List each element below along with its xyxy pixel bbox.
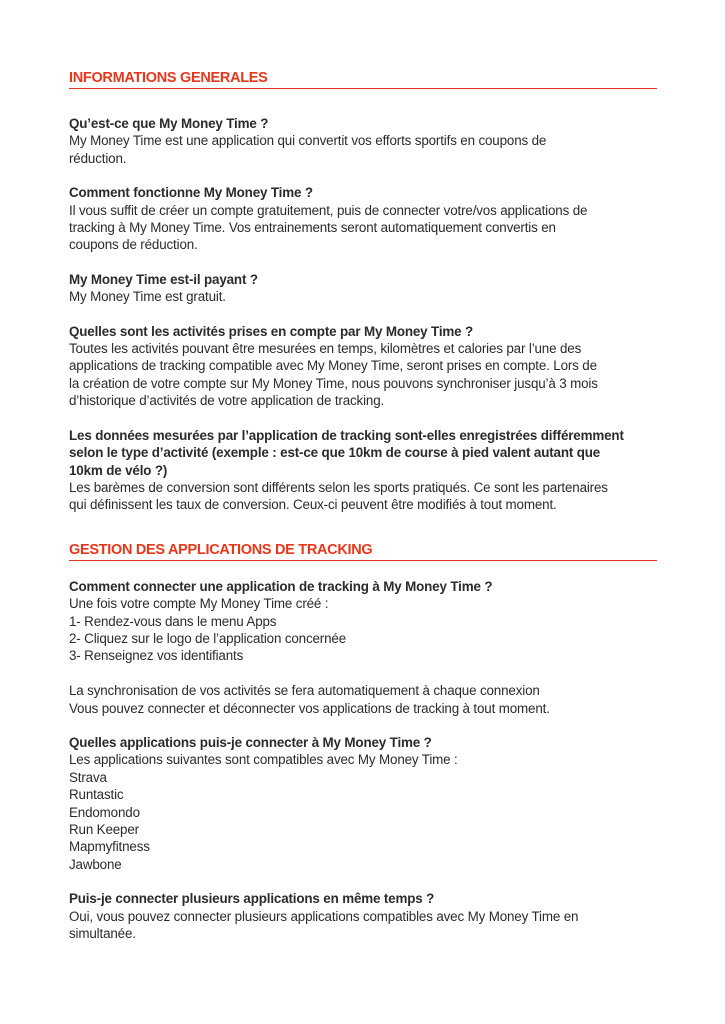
faq-answer: Les applications suivantes sont compatibles avec My Money Time : Strava Runtastic Endomondo Run Keeper Mapmyfitness Jawbone [69,752,458,872]
faq-answer: My Money Time est gratuit. [69,289,226,305]
section-title: GESTION DES APPLICATIONS DE TRACKING [69,541,657,561]
faq-answer: Toutes les activités pouvant être mesurées en temps, kilomètres et calories par l’une des applications de tracking compatible avec My Money Time, seront prises en compte. Lors de la création de votre compte sur My Money Time, nous pouvons synchroniser jusqu’à 3 mois d’historique d’activités de votre application de tracking. [69,341,598,409]
faq-answer: My Money Time est une application qui convertit vos efforts sportifs en coupons de réduction. [69,133,547,166]
faq-question: Les données mesurées par l’application de tracking sont-elles enregistrées différemment selon le type d’activité (exemple : est-ce que 10km de course à pied valent autant que 10km de vélo ?) [69,427,624,478]
faq-question: Quelles sont les activités prises en compte par My Money Time ? [69,323,474,339]
faq-answer-extra: La synchronisation de vos activités se fera automatiquement à chaque connexion Vous pouvez connecter et déconnecter vos applications de tracking à tout moment. [69,683,550,716]
faq-item [69,734,657,873]
faq-question: Quelles applications puis-je connecter à My Money Time ? [69,734,432,750]
faq-question: My Money Time est-il payant ? [69,271,258,287]
faq-question: Comment fonctionne My Money Time ? [69,185,313,201]
faq-item [69,427,657,514]
faq-item [69,271,657,306]
faq-answer: Une fois votre compte My Money Time créé : 1- Rendez-vous dans le menu Apps 2- Cliquez sur le logo de l’application concernée 3- Renseignez vos identifiants [69,596,346,664]
faq-answer: Oui, vous pouvez connecter plusieurs applications compatibles avec My Money Time en simultanée. [69,908,579,942]
faq-item [69,115,657,167]
faq-answer: Il vous suffit de créer un compte gratuitement, puis de connecter votre/vos applications de tracking à My Money Time. Vos entrainements seront automatiquement convertis en coupons de réduction. [69,202,588,253]
section-tracking-apps [69,541,657,943]
section-general-info [69,69,657,514]
faq-item [69,323,657,410]
faq-question: Qu’est-ce que My Money Time ? [69,116,269,131]
section-title: INFORMATIONS GENERALES [69,69,657,89]
faq-item [69,578,657,717]
faq-answer: Les barèmes de conversion sont différents selon les sports pratiqués. Ce sont les partenaires qui définissent les taux de conversion. Ceux-ci peuvent être modifiés à tout moment. [69,479,608,513]
faq-question: Comment connecter une application de tracking à My Money Time ? [69,578,493,594]
faq-item [69,890,657,942]
spacer [69,665,657,682]
faq-question: Puis-je connecter plusieurs applications en même temps ? [69,891,435,907]
faq-item [69,184,657,254]
